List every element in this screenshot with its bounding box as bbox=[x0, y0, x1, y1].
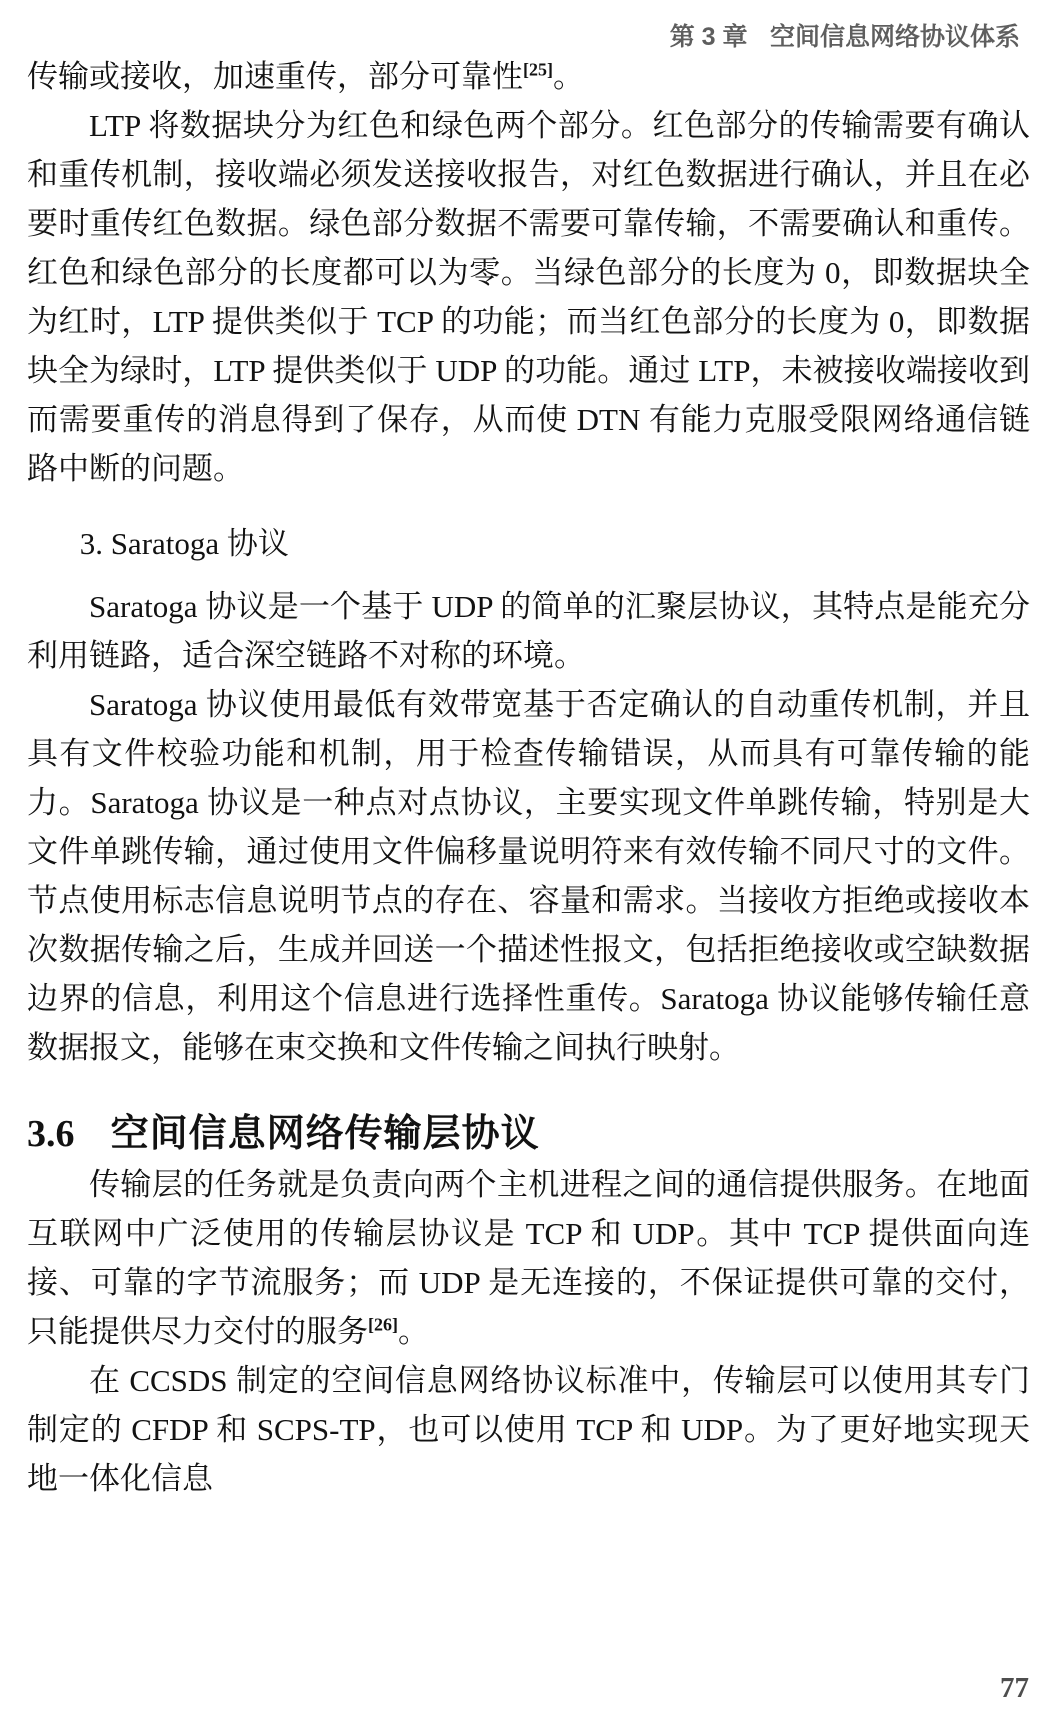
running-header bbox=[27, 22, 1030, 52]
paragraph-transport-end: 。 bbox=[397, 1314, 429, 1349]
section-number: 3.6 bbox=[27, 1113, 75, 1155]
page-number: 77 bbox=[1000, 1672, 1029, 1704]
section-heading bbox=[27, 1108, 1030, 1160]
paragraph-intro-end: 。 bbox=[552, 59, 584, 94]
paragraph-intro bbox=[27, 52, 1030, 101]
paragraph-ccsds: 在 CCSDS 制定的空间信息网络协议标准中，传输层可以使用其专门制定的 CFDP 和 SCPS-TP，也可以使用 TCP 和 UDP。为了更好地实现天地一体化信息 bbox=[27, 1363, 1030, 1496]
subsection-heading: 3. Saratoga 协议 bbox=[79, 526, 289, 561]
paragraph-transport-text: 传输层的任务就是负责向两个主机进程之间的通信提供服务。在地面互联网中广泛使用的传输层协议是 TCP 和 UDP。其中 TCP 提供面向连接、可靠的字节流服务；而 UDP 是无连接的，不保证提供可靠的交付，只能提供尽力交付的服务 bbox=[27, 1167, 1030, 1349]
chapter-title: 空间信息网络协议体系 bbox=[769, 23, 1020, 51]
section-title: 空间信息网络传输层协议 bbox=[110, 1113, 540, 1155]
citation-ref-26: [26] bbox=[368, 1314, 398, 1335]
citation-ref-25: [25] bbox=[523, 59, 553, 80]
paragraph-saratoga-1: Saratoga 协议是一个基于 UDP 的简单的汇聚层协议，其特点是能充分利用链路，适合深空链路不对称的环境。 bbox=[27, 589, 1030, 673]
paragraph-intro-text: 传输或接收，加速重传，部分可靠性 bbox=[27, 59, 523, 94]
paragraph-saratoga-2: Saratoga 协议使用最低有效带宽基于否定确认的自动重传机制，并且具有文件校验功能和机制，用于检查传输错误，从而具有可靠传输的能力。Saratoga 协议是一种点对点协议，主要实现文件单跳传输，特别是大文件单跳传输，通过使用文件偏移量说明符来有效传输不同尺寸的文件。节点使用标志信息说明节点的存在、容量和需求。当接收方拒绝或接收本次数据传输之后，生成并回送一个描述性报文，包括拒绝接收或空缺数据边界的信息，利用这个信息进行选择性重传。Saratoga 协议能够传输任意数据报文，能够在束交换和文件传输之间执行映射。 bbox=[27, 687, 1030, 1065]
paragraph-ltp: LTP 将数据块分为红色和绿色两个部分。红色部分的传输需要有确认和重传机制，接收端必须发送接收报告，对红色数据进行确认，并且在必要时重传红色数据。绿色部分数据不需要可靠传输，不需要确认和重传。红色和绿色部分的长度都可以为零。当绿色部分的长度为 0，即数据块全为红时，LTP 提供类似于 TCP 的功能；而当红色部分的长度为 0，即数据块全为绿时，LTP 提供类似于 UDP 的功能。通过 LTP，未被接收端接收到而需要重传的消息得到了保存，从而使 DTN 有能力克服受限网络通信链路中断的问题。 bbox=[27, 108, 1030, 486]
page-body bbox=[27, 52, 1030, 1503]
chapter-label: 第 3 章 bbox=[669, 23, 748, 51]
paragraph-transport bbox=[27, 1160, 1030, 1356]
